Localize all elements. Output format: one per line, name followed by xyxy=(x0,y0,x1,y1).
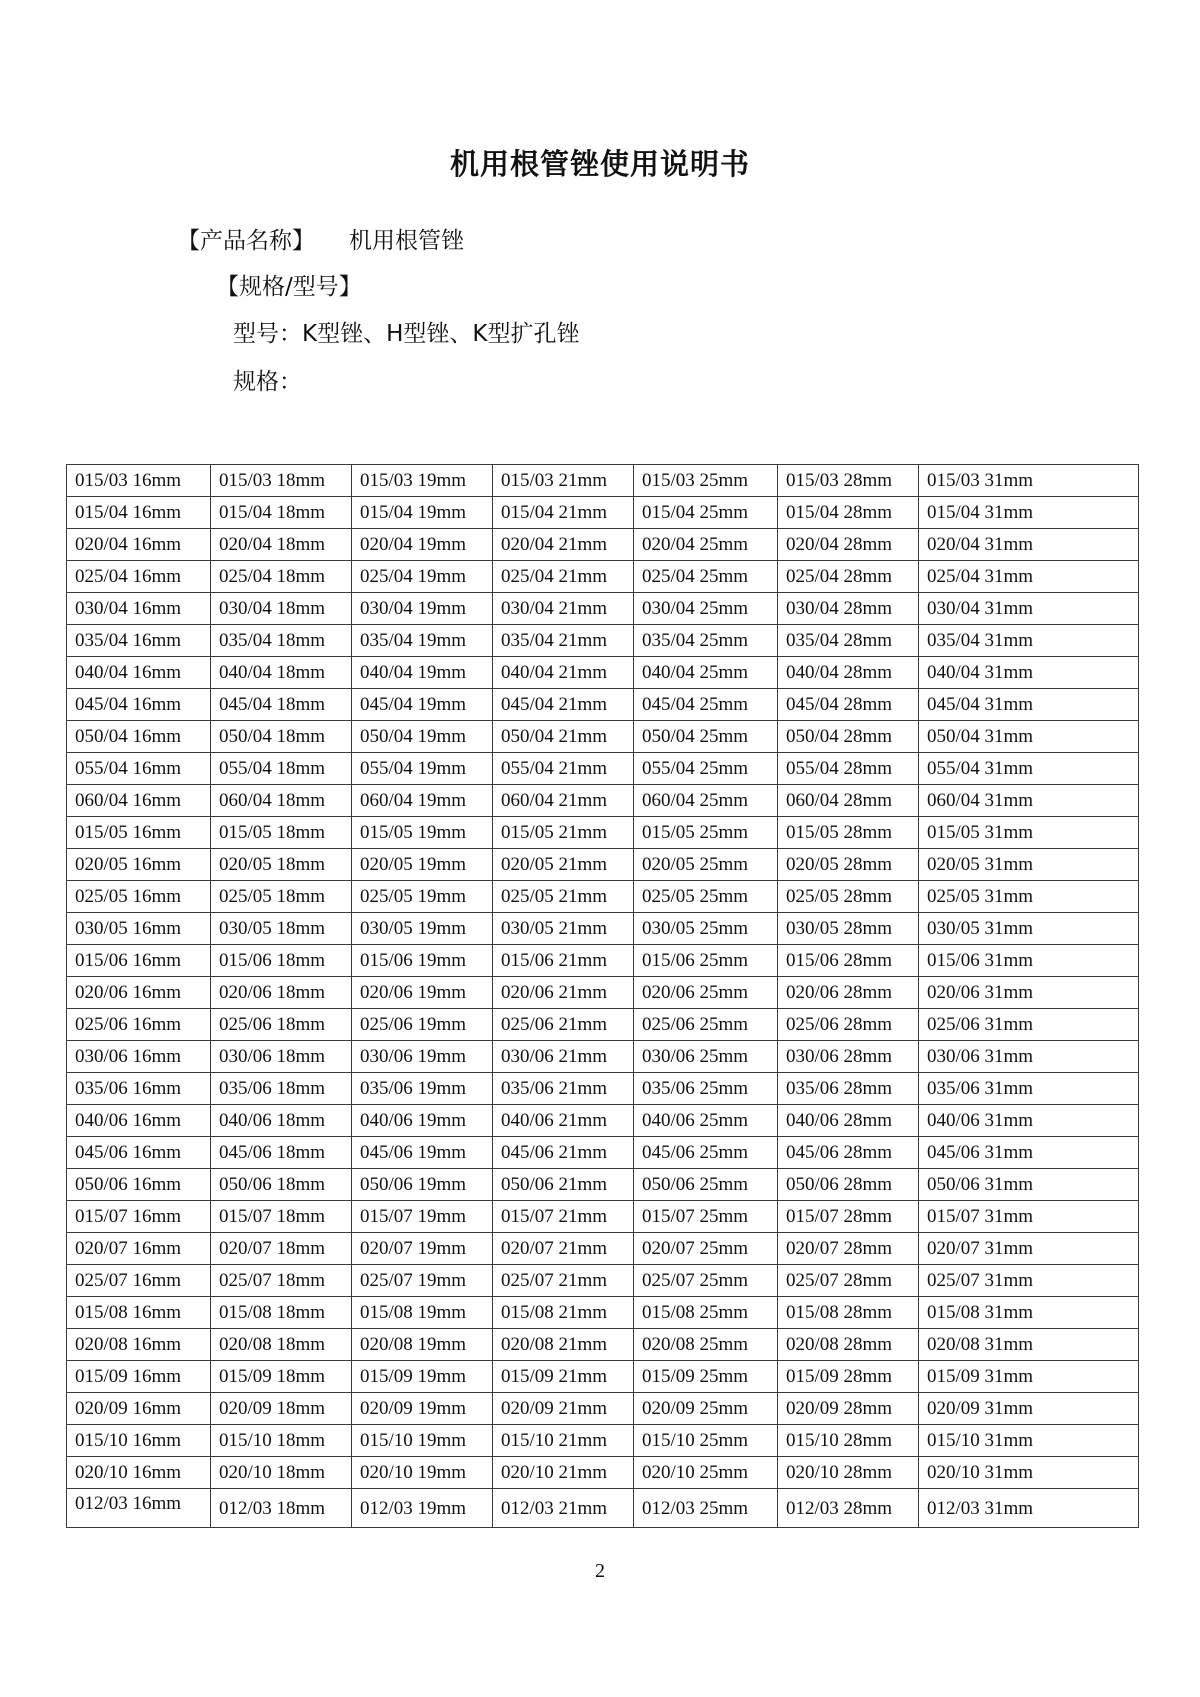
table-cell: 055/04 31mm xyxy=(919,753,1139,785)
table-cell: 030/06 19mm xyxy=(352,1041,493,1073)
table-cell: 020/05 28mm xyxy=(778,849,919,881)
table-row xyxy=(67,1297,1139,1329)
table-cell: 015/04 25mm xyxy=(634,497,778,529)
table-cell: 015/10 16mm xyxy=(67,1425,211,1457)
table-cell: 050/06 18mm xyxy=(211,1169,352,1201)
table-cell: 020/06 25mm xyxy=(634,977,778,1009)
table-cell: 030/04 18mm xyxy=(211,593,352,625)
table-cell: 030/06 18mm xyxy=(211,1041,352,1073)
table-cell: 035/04 19mm xyxy=(352,625,493,657)
table-cell: 015/03 21mm xyxy=(493,465,634,497)
table-cell: 020/04 16mm xyxy=(67,529,211,561)
table-cell: 020/06 31mm xyxy=(919,977,1139,1009)
table-cell: 040/04 18mm xyxy=(211,657,352,689)
table-cell: 025/04 25mm xyxy=(634,561,778,593)
table-cell: 015/08 31mm xyxy=(919,1297,1139,1329)
table-cell: 015/04 31mm xyxy=(919,497,1139,529)
table-cell: 040/04 21mm xyxy=(493,657,634,689)
table-cell: 020/05 19mm xyxy=(352,849,493,881)
table-cell: 012/03 31mm xyxy=(919,1489,1139,1528)
table-row xyxy=(67,881,1139,913)
table-cell: 020/08 31mm xyxy=(919,1329,1139,1361)
table-cell: 060/04 16mm xyxy=(67,785,211,817)
table-cell: 015/07 18mm xyxy=(211,1201,352,1233)
table-cell: 012/03 18mm xyxy=(211,1489,352,1528)
table-cell: 025/07 31mm xyxy=(919,1265,1139,1297)
table-row xyxy=(67,849,1139,881)
table-cell: 030/04 21mm xyxy=(493,593,634,625)
table-cell: 030/06 25mm xyxy=(634,1041,778,1073)
table-cell: 015/06 19mm xyxy=(352,945,493,977)
table-cell: 055/04 25mm xyxy=(634,753,778,785)
table-row xyxy=(67,593,1139,625)
table-cell: 015/04 19mm xyxy=(352,497,493,529)
product-name-line xyxy=(177,222,464,255)
table-row xyxy=(67,689,1139,721)
table-cell: 020/09 16mm xyxy=(67,1393,211,1425)
table-cell: 020/09 19mm xyxy=(352,1393,493,1425)
table-row xyxy=(67,1425,1139,1457)
table-cell: 015/03 16mm xyxy=(67,465,211,497)
table-cell: 030/05 21mm xyxy=(493,913,634,945)
table-cell: 060/04 21mm xyxy=(493,785,634,817)
table-cell: 025/05 25mm xyxy=(634,881,778,913)
table-cell: 025/04 28mm xyxy=(778,561,919,593)
table-row xyxy=(67,1265,1139,1297)
table-cell: 015/10 19mm xyxy=(352,1425,493,1457)
table-cell: 050/06 19mm xyxy=(352,1169,493,1201)
table-cell: 035/06 16mm xyxy=(67,1073,211,1105)
page-number: 2 xyxy=(595,1560,605,1582)
table-cell: 015/10 21mm xyxy=(493,1425,634,1457)
table-cell: 020/04 21mm xyxy=(493,529,634,561)
table-cell: 025/06 28mm xyxy=(778,1009,919,1041)
table-cell: 045/04 28mm xyxy=(778,689,919,721)
table-cell: 035/06 25mm xyxy=(634,1073,778,1105)
table-cell: 020/08 21mm xyxy=(493,1329,634,1361)
table-cell: 030/05 28mm xyxy=(778,913,919,945)
table-row xyxy=(67,945,1139,977)
table-row xyxy=(67,1009,1139,1041)
table-cell: 045/06 31mm xyxy=(919,1137,1139,1169)
table-row xyxy=(67,465,1139,497)
table-cell: 025/07 21mm xyxy=(493,1265,634,1297)
table-cell: 015/07 21mm xyxy=(493,1201,634,1233)
table-cell: 015/06 25mm xyxy=(634,945,778,977)
table-row xyxy=(67,913,1139,945)
table-row xyxy=(67,561,1139,593)
table-cell: 015/03 31mm xyxy=(919,465,1139,497)
table-row xyxy=(67,497,1139,529)
table-cell: 020/10 18mm xyxy=(211,1457,352,1489)
table-cell: 050/04 18mm xyxy=(211,721,352,753)
table-row xyxy=(67,1457,1139,1489)
table-cell: 025/07 16mm xyxy=(67,1265,211,1297)
table-cell: 050/04 31mm xyxy=(919,721,1139,753)
table-cell: 020/09 21mm xyxy=(493,1393,634,1425)
table-row xyxy=(67,1073,1139,1105)
table-row xyxy=(67,1489,1139,1528)
table-cell: 055/04 28mm xyxy=(778,753,919,785)
table-cell: 015/04 28mm xyxy=(778,497,919,529)
table-cell: 020/04 19mm xyxy=(352,529,493,561)
table-cell: 045/04 21mm xyxy=(493,689,634,721)
table-cell: 012/03 16mm xyxy=(67,1489,211,1528)
table-cell: 030/05 19mm xyxy=(352,913,493,945)
table-cell: 020/09 31mm xyxy=(919,1393,1139,1425)
table-cell: 015/10 28mm xyxy=(778,1425,919,1457)
table-cell: 025/07 19mm xyxy=(352,1265,493,1297)
table-cell: 015/07 16mm xyxy=(67,1201,211,1233)
table-cell: 015/05 31mm xyxy=(919,817,1139,849)
table-cell: 045/04 16mm xyxy=(67,689,211,721)
table-cell: 060/04 25mm xyxy=(634,785,778,817)
table-cell: 020/05 25mm xyxy=(634,849,778,881)
table-cell: 040/04 16mm xyxy=(67,657,211,689)
table-cell: 040/04 28mm xyxy=(778,657,919,689)
table-cell: 015/03 18mm xyxy=(211,465,352,497)
table-cell: 050/04 21mm xyxy=(493,721,634,753)
table-cell: 015/09 18mm xyxy=(211,1361,352,1393)
table-cell: 050/04 19mm xyxy=(352,721,493,753)
table-cell: 015/07 31mm xyxy=(919,1201,1139,1233)
table-cell: 045/06 21mm xyxy=(493,1137,634,1169)
table-cell: 015/05 16mm xyxy=(67,817,211,849)
table-row xyxy=(67,625,1139,657)
table-cell: 040/06 28mm xyxy=(778,1105,919,1137)
table-row xyxy=(67,1105,1139,1137)
table-cell: 020/08 19mm xyxy=(352,1329,493,1361)
table-row xyxy=(67,1361,1139,1393)
table-cell: 020/04 28mm xyxy=(778,529,919,561)
table-cell: 060/04 28mm xyxy=(778,785,919,817)
table-cell: 020/05 16mm xyxy=(67,849,211,881)
table-cell: 015/09 28mm xyxy=(778,1361,919,1393)
table-cell: 020/06 28mm xyxy=(778,977,919,1009)
table-cell: 015/09 25mm xyxy=(634,1361,778,1393)
table-cell: 045/06 19mm xyxy=(352,1137,493,1169)
table-row xyxy=(67,1169,1139,1201)
table-cell: 020/10 28mm xyxy=(778,1457,919,1489)
table-cell: 040/04 31mm xyxy=(919,657,1139,689)
table-cell: 012/03 28mm xyxy=(778,1489,919,1528)
table-cell: 025/06 21mm xyxy=(493,1009,634,1041)
table-cell: 020/07 25mm xyxy=(634,1233,778,1265)
table-cell: 045/06 25mm xyxy=(634,1137,778,1169)
table-cell: 030/06 16mm xyxy=(67,1041,211,1073)
table-cell: 015/05 25mm xyxy=(634,817,778,849)
table-cell: 020/10 31mm xyxy=(919,1457,1139,1489)
table-cell: 020/07 21mm xyxy=(493,1233,634,1265)
table-cell: 025/05 28mm xyxy=(778,881,919,913)
table-cell: 035/06 19mm xyxy=(352,1073,493,1105)
table-cell: 012/03 25mm xyxy=(634,1489,778,1528)
table-cell: 025/05 16mm xyxy=(67,881,211,913)
table-cell: 015/08 19mm xyxy=(352,1297,493,1329)
table-cell: 015/06 21mm xyxy=(493,945,634,977)
table-cell: 045/06 18mm xyxy=(211,1137,352,1169)
table-cell: 035/04 18mm xyxy=(211,625,352,657)
table-cell: 015/03 28mm xyxy=(778,465,919,497)
spec-table-body xyxy=(67,465,1139,1528)
table-cell: 015/04 16mm xyxy=(67,497,211,529)
table-cell: 015/07 28mm xyxy=(778,1201,919,1233)
table-cell: 025/07 18mm xyxy=(211,1265,352,1297)
table-cell: 025/04 16mm xyxy=(67,561,211,593)
table-cell: 055/04 21mm xyxy=(493,753,634,785)
table-cell: 015/08 28mm xyxy=(778,1297,919,1329)
table-cell: 020/08 16mm xyxy=(67,1329,211,1361)
table-cell: 015/10 25mm xyxy=(634,1425,778,1457)
table-row xyxy=(67,1041,1139,1073)
table-cell: 050/04 28mm xyxy=(778,721,919,753)
table-cell: 020/07 19mm xyxy=(352,1233,493,1265)
table-cell: 015/07 19mm xyxy=(352,1201,493,1233)
table-cell: 025/05 31mm xyxy=(919,881,1139,913)
table-cell: 020/06 16mm xyxy=(67,977,211,1009)
table-cell: 030/05 18mm xyxy=(211,913,352,945)
table-cell: 040/04 19mm xyxy=(352,657,493,689)
table-row xyxy=(67,785,1139,817)
table-cell: 040/06 18mm xyxy=(211,1105,352,1137)
table-cell: 040/06 25mm xyxy=(634,1105,778,1137)
table-cell: 045/04 19mm xyxy=(352,689,493,721)
table-cell: 020/06 18mm xyxy=(211,977,352,1009)
table-cell: 015/06 18mm xyxy=(211,945,352,977)
table-cell: 025/04 18mm xyxy=(211,561,352,593)
table-cell: 015/04 18mm xyxy=(211,497,352,529)
table-cell: 050/04 25mm xyxy=(634,721,778,753)
table-cell: 015/06 16mm xyxy=(67,945,211,977)
table-cell: 030/06 28mm xyxy=(778,1041,919,1073)
table-cell: 060/04 31mm xyxy=(919,785,1139,817)
table-cell: 020/04 31mm xyxy=(919,529,1139,561)
table-row xyxy=(67,657,1139,689)
table-row xyxy=(67,1393,1139,1425)
table-cell: 020/05 21mm xyxy=(493,849,634,881)
table-row xyxy=(67,977,1139,1009)
table-cell: 045/04 25mm xyxy=(634,689,778,721)
table-cell: 050/06 21mm xyxy=(493,1169,634,1201)
table-cell: 035/06 21mm xyxy=(493,1073,634,1105)
table-cell: 050/04 16mm xyxy=(67,721,211,753)
table-cell: 015/09 16mm xyxy=(67,1361,211,1393)
table-cell: 012/03 21mm xyxy=(493,1489,634,1528)
table-cell: 025/06 16mm xyxy=(67,1009,211,1041)
table-cell: 040/06 31mm xyxy=(919,1105,1139,1137)
table-cell: 030/04 28mm xyxy=(778,593,919,625)
table-cell: 035/06 18mm xyxy=(211,1073,352,1105)
page-title: 机用根管锉使用说明书 xyxy=(449,147,750,181)
table-cell: 055/04 18mm xyxy=(211,753,352,785)
table-cell: 030/06 31mm xyxy=(919,1041,1139,1073)
table-cell: 025/05 18mm xyxy=(211,881,352,913)
table-cell: 035/04 31mm xyxy=(919,625,1139,657)
table-cell: 055/04 19mm xyxy=(352,753,493,785)
table-cell: 015/03 25mm xyxy=(634,465,778,497)
spec-model-heading: 【规格/型号】 xyxy=(216,274,362,300)
table-cell: 035/04 16mm xyxy=(67,625,211,657)
table-cell: 045/04 18mm xyxy=(211,689,352,721)
table-cell: 020/10 19mm xyxy=(352,1457,493,1489)
table-cell: 015/09 19mm xyxy=(352,1361,493,1393)
table-cell: 020/09 28mm xyxy=(778,1393,919,1425)
table-cell: 030/04 16mm xyxy=(67,593,211,625)
table-cell: 015/05 19mm xyxy=(352,817,493,849)
table-cell: 045/04 31mm xyxy=(919,689,1139,721)
table-cell: 025/04 19mm xyxy=(352,561,493,593)
table-cell: 020/07 16mm xyxy=(67,1233,211,1265)
table-cell: 020/06 19mm xyxy=(352,977,493,1009)
table-cell: 020/08 25mm xyxy=(634,1329,778,1361)
table-cell: 030/04 31mm xyxy=(919,593,1139,625)
table-cell: 025/04 21mm xyxy=(493,561,634,593)
table-cell: 030/06 21mm xyxy=(493,1041,634,1073)
table-cell: 015/05 21mm xyxy=(493,817,634,849)
table-cell: 020/09 18mm xyxy=(211,1393,352,1425)
table-row xyxy=(67,753,1139,785)
table-row xyxy=(67,1233,1139,1265)
table-cell: 015/10 31mm xyxy=(919,1425,1139,1457)
table-cell: 015/05 28mm xyxy=(778,817,919,849)
table-cell: 020/05 31mm xyxy=(919,849,1139,881)
table-cell: 025/05 19mm xyxy=(352,881,493,913)
table-row xyxy=(67,721,1139,753)
table-cell: 015/09 31mm xyxy=(919,1361,1139,1393)
table-cell: 035/04 21mm xyxy=(493,625,634,657)
table-cell: 050/06 31mm xyxy=(919,1169,1139,1201)
table-cell: 050/06 25mm xyxy=(634,1169,778,1201)
table-cell: 025/05 21mm xyxy=(493,881,634,913)
table-cell: 030/05 25mm xyxy=(634,913,778,945)
table-cell: 015/07 25mm xyxy=(634,1201,778,1233)
table-row xyxy=(67,1329,1139,1361)
table-cell: 035/04 28mm xyxy=(778,625,919,657)
table-cell: 020/04 18mm xyxy=(211,529,352,561)
table-cell: 030/05 31mm xyxy=(919,913,1139,945)
table-cell: 020/10 21mm xyxy=(493,1457,634,1489)
product-name-label: 【产品名称】 xyxy=(177,228,315,254)
table-cell: 060/04 18mm xyxy=(211,785,352,817)
table-cell: 025/06 25mm xyxy=(634,1009,778,1041)
table-cell: 035/06 28mm xyxy=(778,1073,919,1105)
table-cell: 020/06 21mm xyxy=(493,977,634,1009)
table-cell: 040/06 19mm xyxy=(352,1105,493,1137)
table-cell: 035/06 31mm xyxy=(919,1073,1139,1105)
table-cell: 015/06 31mm xyxy=(919,945,1139,977)
table-cell: 050/06 16mm xyxy=(67,1169,211,1201)
models-line: 型号：K型锉、H型锉、K型扩孔锉 xyxy=(233,321,580,347)
table-cell: 015/03 19mm xyxy=(352,465,493,497)
table-cell: 030/04 25mm xyxy=(634,593,778,625)
table-row xyxy=(67,1201,1139,1233)
table-cell: 045/06 28mm xyxy=(778,1137,919,1169)
table-cell: 012/03 19mm xyxy=(352,1489,493,1528)
table-cell: 020/08 18mm xyxy=(211,1329,352,1361)
table-cell: 025/06 18mm xyxy=(211,1009,352,1041)
table-cell: 020/09 25mm xyxy=(634,1393,778,1425)
table-cell: 055/04 16mm xyxy=(67,753,211,785)
product-name-value: 机用根管锉 xyxy=(349,228,464,254)
table-cell: 020/04 25mm xyxy=(634,529,778,561)
table-cell: 020/10 25mm xyxy=(634,1457,778,1489)
table-cell: 020/05 18mm xyxy=(211,849,352,881)
table-cell: 045/06 16mm xyxy=(67,1137,211,1169)
table-cell: 060/04 19mm xyxy=(352,785,493,817)
table-cell: 015/05 18mm xyxy=(211,817,352,849)
table-cell: 040/04 25mm xyxy=(634,657,778,689)
table-cell: 015/08 21mm xyxy=(493,1297,634,1329)
table-cell: 015/10 18mm xyxy=(211,1425,352,1457)
table-cell: 020/07 31mm xyxy=(919,1233,1139,1265)
table-cell: 025/04 31mm xyxy=(919,561,1139,593)
table-row xyxy=(67,1137,1139,1169)
table-cell: 030/05 16mm xyxy=(67,913,211,945)
table-cell: 025/06 31mm xyxy=(919,1009,1139,1041)
table-cell: 015/08 16mm xyxy=(67,1297,211,1329)
spec-table xyxy=(66,464,1139,1528)
table-cell: 020/07 18mm xyxy=(211,1233,352,1265)
table-cell: 015/06 28mm xyxy=(778,945,919,977)
spec-label: 规格： xyxy=(233,369,302,395)
table-cell: 025/06 19mm xyxy=(352,1009,493,1041)
table-cell: 025/07 25mm xyxy=(634,1265,778,1297)
table-row xyxy=(67,529,1139,561)
table-cell: 015/04 21mm xyxy=(493,497,634,529)
table-cell: 035/04 25mm xyxy=(634,625,778,657)
table-row xyxy=(67,817,1139,849)
table-cell: 020/07 28mm xyxy=(778,1233,919,1265)
table-cell: 015/08 25mm xyxy=(634,1297,778,1329)
table-cell: 030/04 19mm xyxy=(352,593,493,625)
table-cell: 050/06 28mm xyxy=(778,1169,919,1201)
table-cell: 020/08 28mm xyxy=(778,1329,919,1361)
table-cell: 025/07 28mm xyxy=(778,1265,919,1297)
table-cell: 040/06 21mm xyxy=(493,1105,634,1137)
table-cell: 015/09 21mm xyxy=(493,1361,634,1393)
table-cell: 015/08 18mm xyxy=(211,1297,352,1329)
table-cell: 020/10 16mm xyxy=(67,1457,211,1489)
table-cell: 040/06 16mm xyxy=(67,1105,211,1137)
